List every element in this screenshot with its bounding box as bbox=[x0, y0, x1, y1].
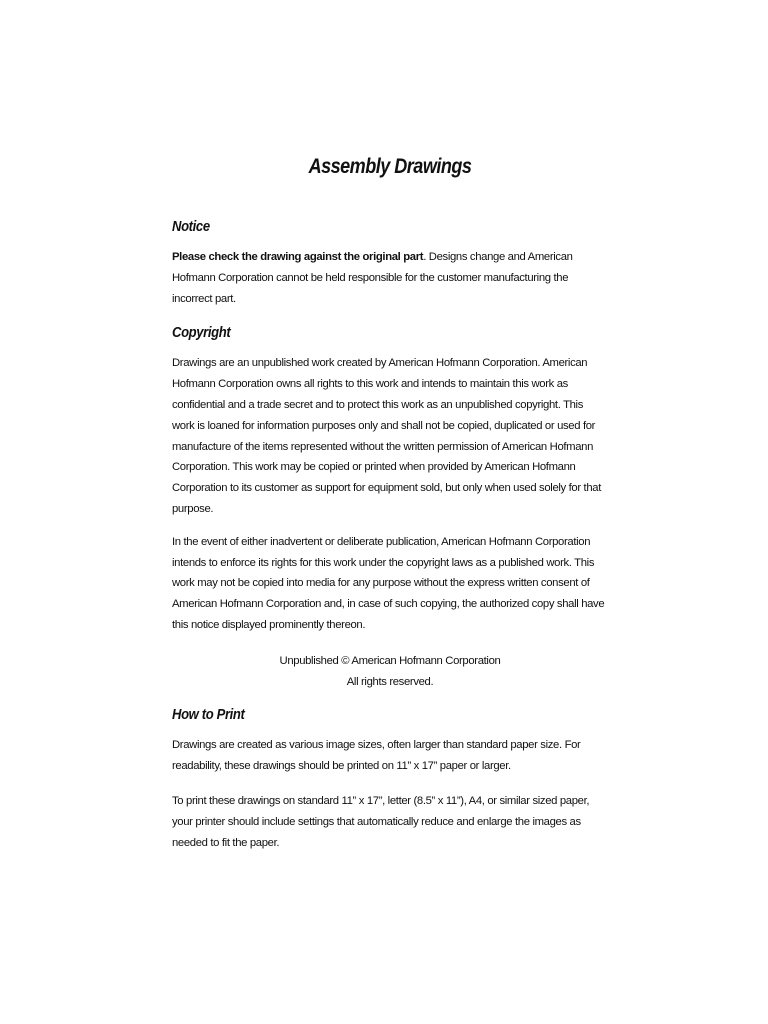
how-to-print-paragraph-1: Drawings are created as various image sizes, often larger than standard paper size. For readability, these drawings should be printed on 11” x 17” paper or larger. bbox=[172, 739, 581, 773]
copyright-notice bbox=[172, 651, 608, 693]
notice-bold-lead: Please check the drawing against the original part bbox=[172, 251, 424, 263]
copyright-notice-line-1: Unpublished © American Hofmann Corporation bbox=[279, 654, 501, 667]
copyright-paragraph-1: Drawings are an unpublished work created by American Hofmann Corporation. American Hofmann Corporation owns all rights to this work and intends to maintain this work as confidential and a trade secret and to protect this work as an unpublished copyright. This work is loaned for information purposes only and shall not be copied, duplicated or used for manufacture of the items represented without the written permission of American Hofmann Corporation. This work may be copied or printed when provided by American Hofmann Corporation to its customer as support for equipment sold, but only when used solely for that purpose. bbox=[172, 357, 601, 515]
copyright-heading: Copyright bbox=[172, 325, 231, 342]
notice-paragraph bbox=[172, 247, 608, 309]
copyright-notice-line-2: All rights reserved. bbox=[346, 675, 434, 688]
document-body bbox=[172, 150, 608, 853]
how-to-print-heading: How to Print bbox=[172, 707, 245, 724]
notice-heading: Notice bbox=[172, 219, 210, 235]
page-title: Assembly Drawings bbox=[308, 155, 472, 178]
notice-rest: . Designs change and American Hofmann Corporation cannot be held responsible for the customer manufacturing the incorrect part. bbox=[172, 251, 573, 305]
how-to-print-paragraph-2: To print these drawings on standard 11” x 17”, letter (8.5” x 11”), A4, or similar sized paper, your printer should include settings that automatically reduce and enlarge the images as needed to fit the paper. bbox=[172, 794, 590, 849]
copyright-paragraph-2: In the event of either inadvertent or deliberate publication, American Hofmann Corporation intends to enforce its rights for this work under the copyright laws as a published work. This work may not be copied into media for any purpose without the express written consent of American Hofmann Corporation and, in case of such copying, the authorized copy shall have this notice displayed prominently thereon. bbox=[172, 535, 605, 631]
